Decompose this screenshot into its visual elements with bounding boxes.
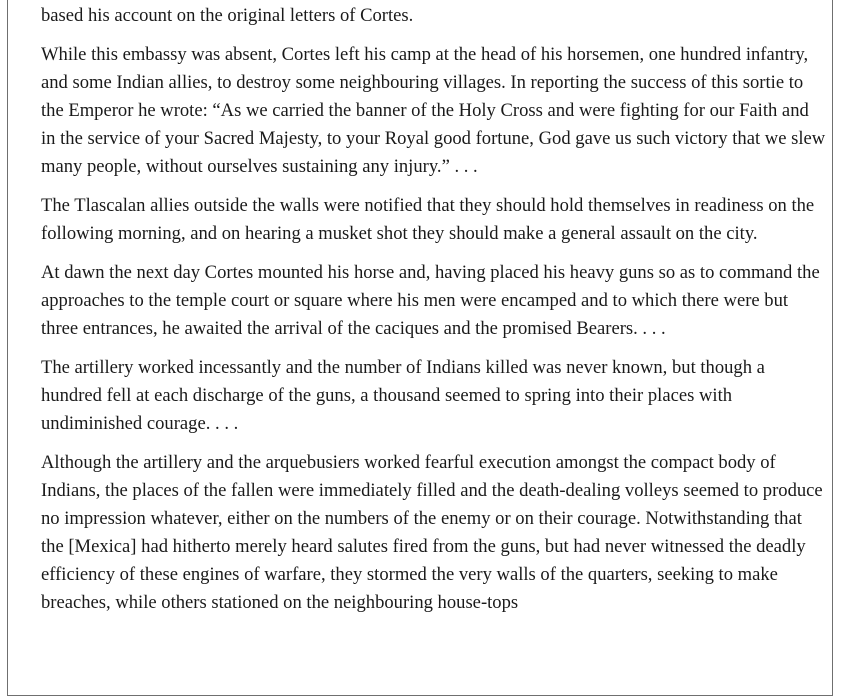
document-body <box>41 0 827 628</box>
paragraph-tlascalan-allies: The Tlascalan allies outside the walls were notified that they should hold themselves in readiness on the following morning, and on hearing a musket shot they should make a general assault on the city. <box>41 195 815 244</box>
paragraph-dawn-next-day: At dawn the next day Cortes mounted his horse and, having placed his heavy guns so as to command the approaches to the temple court or square where his men were encamped and to which there were but three entrances, he awaited the arrival of the caciques and the promised Bearers. . . . <box>41 262 820 339</box>
paragraph-arquebusiers: Although the artillery and the arquebusiers worked fearful execution amongst the compact body of Indians, the places of the fallen were immediately filled and the death-dealing volleys seemed to produce no impression whatever, either on the numbers of the enemy or on their courage. Notwithstanding that the [Mexica] had hitherto merely heard salutes fired from the guns, but had never witnessed the deadly efficiency of these engines of warfare, they stormed the very walls of the quarters, seeking to make breaches, while others stationed on the neighbouring house-tops <box>41 452 823 613</box>
paragraph-embassy-absent: While this embassy was absent, Cortes left his camp at the head of his horsemen, one hundred infantry, and some Indian allies, to destroy some neighbouring villages. In reporting the success of this sortie to the Emperor he wrote: “As we carried the banner of the Holy Cross and were fighting for our Faith and in the service of your Sacred Majesty, to your Royal good fortune, God gave us such victory that we slew many people, without ourselves sustaining any injury.” . . . <box>41 44 826 177</box>
paragraph-source-note: based his account on the original letters of Cortes. <box>41 5 414 26</box>
paragraph-artillery: The artillery worked incessantly and the number of Indians killed was never known, but though a hundred fell at each discharge of the guns, a thousand seemed to spring into their places with undiminished courage. . . . <box>41 357 765 434</box>
